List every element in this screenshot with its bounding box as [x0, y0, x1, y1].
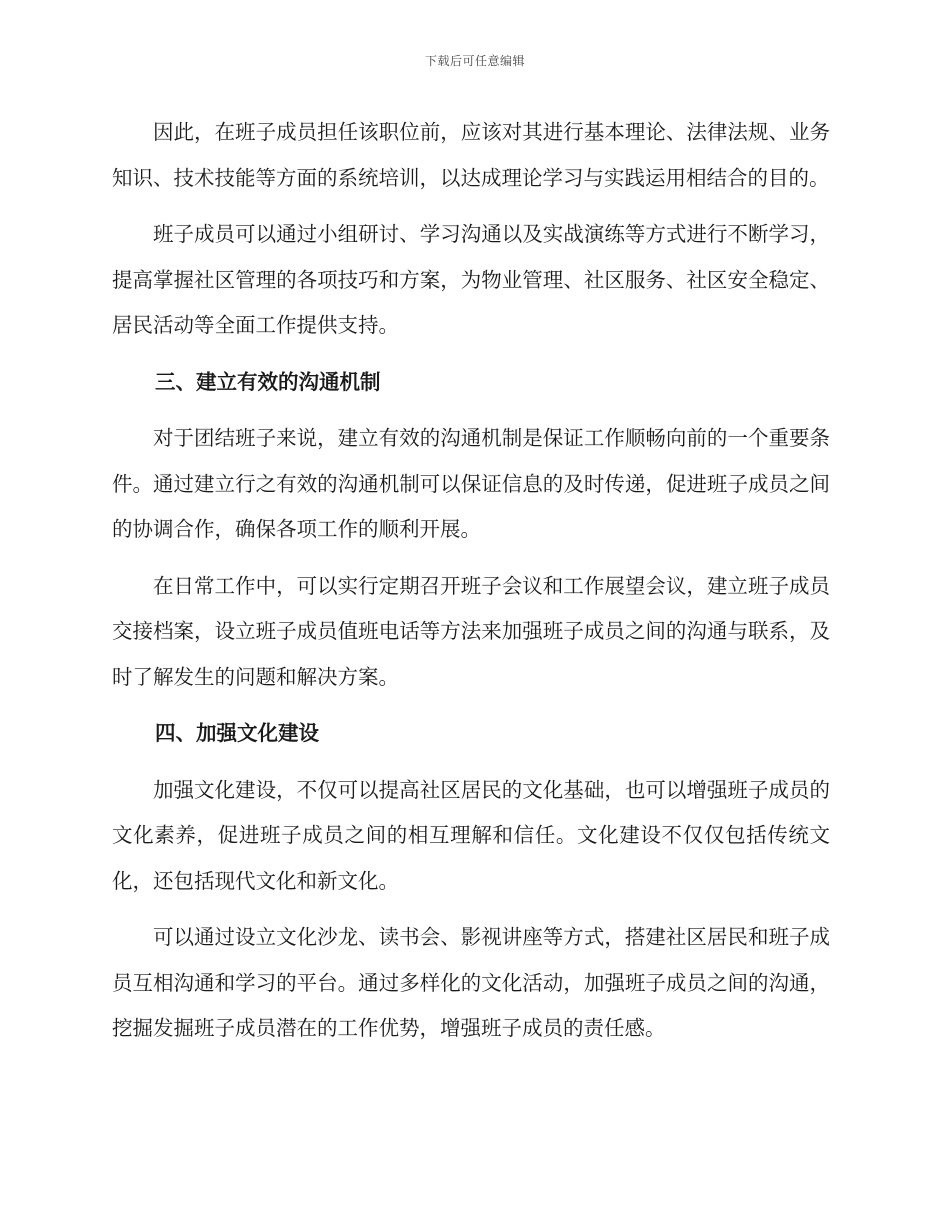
paragraph-culture-activities: 可以通过设立文化沙龙、读书会、影视讲座等方式，搭建社区居民和班子成员互相沟通和学习的平台。通过多样化的文化活动，加强班子成员之间的沟通，挖掘发掘班子成员潜在的工作优势，增强班子成员的责任感。 — [112, 925, 830, 1040]
section-heading-culture: 四、加强文化建设 — [155, 721, 319, 745]
paragraph-communication-methods: 在日常工作中，可以实行定期召开班子会议和工作展望会议，建立班子成员交接档案，设立班子成员值班电话等方法来加强班子成员之间的沟通与联系，及时了解发生的问题和解决方案。 — [112, 573, 830, 689]
paragraph-communication-importance: 对于团结班子来说，建立有效的沟通机制是保证工作顺畅向前的一个重要条件。通过建立行之有效的沟通机制可以保证信息的及时传递，促进班子成员之间的协调合作，确保各项工作的顺利开展。 — [112, 426, 830, 541]
paragraph-culture-importance: 加强文化建设，不仅可以提高社区居民的文化基础，也可以增强班子成员的文化素养，促进班子成员之间的相互理解和信任。文化建设不仅仅包括传统文化，还包括现代文化和新文化。 — [112, 777, 830, 893]
document-body — [112, 110, 830, 1052]
paragraph-training: 因此，在班子成员担任该职位前，应该对其进行基本理论、法律法规、业务知识、技术技能等方面的系统培训，以达成理论学习与实践运用相结合的目的。 — [112, 120, 830, 190]
paragraph-learning-methods: 班子成员可以通过小组研讨、学习沟通以及实战演练等方式进行不断学习，提高掌握社区管理的各项技巧和方案，为物业管理、社区服务、社区安全稳定、居民活动等全面工作提供支持。 — [112, 222, 830, 337]
section-heading-communication: 三、建立有效的沟通机制 — [155, 369, 381, 394]
page-header: 下载后可任意编辑 — [424, 54, 525, 68]
